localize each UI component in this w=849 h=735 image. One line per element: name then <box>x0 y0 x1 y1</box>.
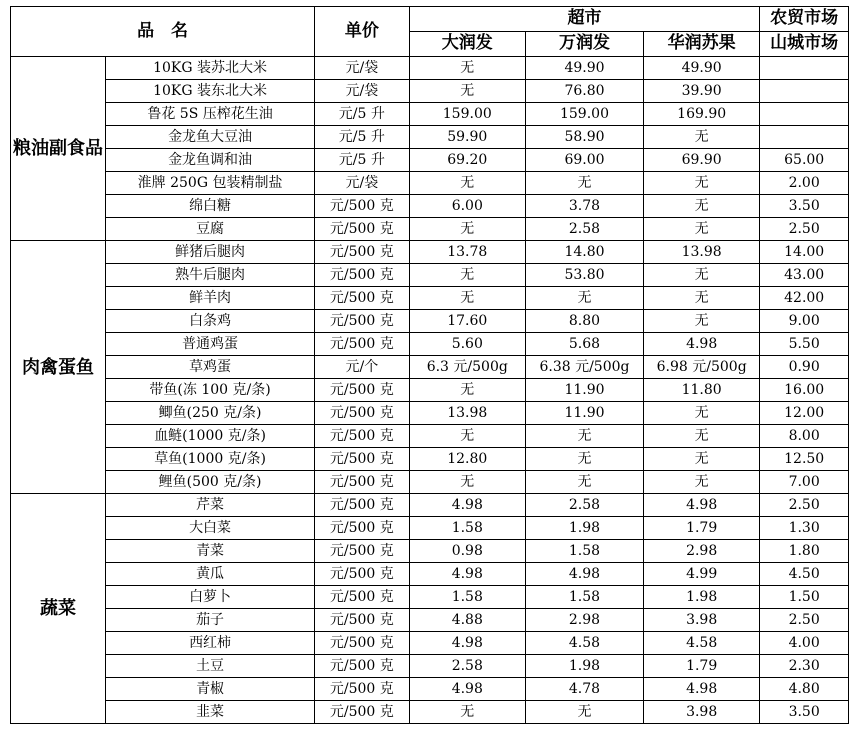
price-cell: 无 <box>409 287 525 310</box>
header-row-1 <box>11 7 849 32</box>
price-cell: 12.80 <box>409 448 525 471</box>
price-cell: 2.98 <box>525 609 643 632</box>
table-row <box>11 264 849 287</box>
price-cell: 12.50 <box>760 448 849 471</box>
product-name: 鲁花 5S 压榨花生油 <box>106 103 315 126</box>
price-cell: 69.20 <box>409 149 525 172</box>
price-cell: 4.50 <box>760 563 849 586</box>
price-cell: 2.30 <box>760 655 849 678</box>
price-cell: 无 <box>409 425 525 448</box>
price-cell: 1.58 <box>409 586 525 609</box>
price-cell: 无 <box>409 471 525 494</box>
price-cell: 4.88 <box>409 609 525 632</box>
unit-price-label: 元/500 克 <box>315 333 409 356</box>
header-store-label: 万润发 <box>558 33 610 53</box>
table-row <box>11 517 849 540</box>
price-cell: 159.00 <box>525 103 643 126</box>
price-cell: 12.00 <box>760 402 849 425</box>
price-cell: 无 <box>643 218 759 241</box>
price-cell: 69.90 <box>643 149 759 172</box>
price-cell: 4.98 <box>643 678 759 701</box>
price-cell: 6.98 元/500g <box>643 356 759 379</box>
table-row <box>11 563 849 586</box>
table-row <box>11 402 849 425</box>
price-cell: 4.98 <box>409 678 525 701</box>
price-cell: 6.00 <box>409 195 525 218</box>
price-cell: 2.98 <box>643 540 759 563</box>
price-cell: 11.80 <box>643 379 759 402</box>
unit-price-label: 元/袋 <box>315 172 409 195</box>
header-store-label: 大润发 <box>441 33 493 53</box>
unit-price-label: 元/500 克 <box>315 310 409 333</box>
header-markets-label: 农贸市场 <box>770 8 839 28</box>
price-cell: 2.58 <box>525 218 643 241</box>
unit-price-label: 元/500 克 <box>315 402 409 425</box>
product-name: 黄瓜 <box>106 563 315 586</box>
header-supermarket <box>409 7 760 32</box>
price-cell: 1.80 <box>760 540 849 563</box>
unit-price-label: 元/500 克 <box>315 563 409 586</box>
price-cell: 2.50 <box>760 609 849 632</box>
unit-price-label: 元/5 升 <box>315 149 409 172</box>
table-row <box>11 678 849 701</box>
price-cell: 无 <box>409 701 525 724</box>
unit-price-label: 元/500 克 <box>315 632 409 655</box>
table-row <box>11 218 849 241</box>
price-cell: 5.60 <box>409 333 525 356</box>
table-row <box>11 448 849 471</box>
unit-price-label: 元/500 克 <box>315 425 409 448</box>
price-cell: 无 <box>525 448 643 471</box>
price-cell: 4.99 <box>643 563 759 586</box>
table-row <box>11 425 849 448</box>
price-cell: 59.90 <box>409 126 525 149</box>
header-supermarket-label: 超市 <box>567 8 602 28</box>
price-cell: 11.90 <box>525 379 643 402</box>
table-row <box>11 57 849 80</box>
product-name: 白条鸡 <box>106 310 315 333</box>
price-cell: 无 <box>409 172 525 195</box>
price-cell: 13.98 <box>643 241 759 264</box>
product-name: 鲤鱼(500 克/条) <box>106 471 315 494</box>
price-cell: 16.00 <box>760 379 849 402</box>
price-cell: 无 <box>525 425 643 448</box>
price-cell: 14.00 <box>760 241 849 264</box>
price-sheet <box>10 6 849 724</box>
price-cell: 2.58 <box>525 494 643 517</box>
table-row <box>11 356 849 379</box>
price-cell: 39.90 <box>643 80 759 103</box>
price-cell <box>760 103 849 126</box>
product-name: 10KG 装苏北大米 <box>106 57 315 80</box>
price-cell: 6.38 元/500g <box>525 356 643 379</box>
price-cell: 4.00 <box>760 632 849 655</box>
price-cell: 0.98 <box>409 540 525 563</box>
price-cell: 49.90 <box>525 57 643 80</box>
category-label: 肉禽蛋鱼 <box>11 241 106 494</box>
product-name: 青菜 <box>106 540 315 563</box>
price-cell: 3.98 <box>643 609 759 632</box>
table-row <box>11 195 849 218</box>
product-name: 血鲢(1000 克/条) <box>106 425 315 448</box>
price-cell: 4.98 <box>409 494 525 517</box>
price-cell: 5.68 <box>525 333 643 356</box>
price-cell: 0.90 <box>760 356 849 379</box>
unit-price-label: 元/5 升 <box>315 126 409 149</box>
unit-price-label: 元/500 克 <box>315 195 409 218</box>
product-name: 普通鸡蛋 <box>106 333 315 356</box>
price-cell <box>760 126 849 149</box>
unit-price-label: 元/500 克 <box>315 241 409 264</box>
product-name: 金龙鱼大豆油 <box>106 126 315 149</box>
price-cell: 2.50 <box>760 494 849 517</box>
unit-price-label: 元/500 克 <box>315 678 409 701</box>
price-cell: 6.3 元/500g <box>409 356 525 379</box>
price-cell: 49.90 <box>643 57 759 80</box>
category-label: 粮油副食品 <box>11 57 106 241</box>
product-name: 芹菜 <box>106 494 315 517</box>
price-cell: 无 <box>643 402 759 425</box>
table-row <box>11 586 849 609</box>
product-name: 草鱼(1000 克/条) <box>106 448 315 471</box>
table-row <box>11 149 849 172</box>
price-cell: 4.78 <box>525 678 643 701</box>
price-cell: 无 <box>525 287 643 310</box>
header-markets <box>760 7 849 32</box>
price-table <box>10 6 849 724</box>
price-cell: 7.00 <box>760 471 849 494</box>
price-cell: 3.98 <box>643 701 759 724</box>
price-cell: 159.00 <box>409 103 525 126</box>
table-row <box>11 103 849 126</box>
price-cell: 无 <box>643 264 759 287</box>
table-row <box>11 609 849 632</box>
header-store-label: 华润苏果 <box>667 33 736 53</box>
unit-price-label: 元/个 <box>315 356 409 379</box>
unit-price-label: 元/袋 <box>315 57 409 80</box>
unit-price-label: 元/500 克 <box>315 218 409 241</box>
price-cell: 1.98 <box>643 586 759 609</box>
price-cell: 无 <box>409 379 525 402</box>
price-cell: 1.30 <box>760 517 849 540</box>
price-cell: 43.00 <box>760 264 849 287</box>
table-row <box>11 494 849 517</box>
price-cell: 4.98 <box>409 632 525 655</box>
table-row <box>11 126 849 149</box>
product-name: 草鸡蛋 <box>106 356 315 379</box>
price-cell: 13.78 <box>409 241 525 264</box>
product-name: 大白菜 <box>106 517 315 540</box>
price-cell: 69.00 <box>525 149 643 172</box>
price-cell: 无 <box>643 310 759 333</box>
price-cell: 无 <box>643 195 759 218</box>
table-row <box>11 632 849 655</box>
price-cell: 2.00 <box>760 172 849 195</box>
price-cell: 1.98 <box>525 517 643 540</box>
price-cell: 2.50 <box>760 218 849 241</box>
table-row <box>11 287 849 310</box>
unit-price-label: 元/500 克 <box>315 471 409 494</box>
price-cell: 9.00 <box>760 310 849 333</box>
price-cell: 4.58 <box>525 632 643 655</box>
product-name: 绵白糖 <box>106 195 315 218</box>
price-cell: 无 <box>643 126 759 149</box>
price-cell: 14.80 <box>525 241 643 264</box>
header-product-name-label: 品 名 <box>137 20 189 41</box>
price-cell: 8.00 <box>760 425 849 448</box>
price-cell: 11.90 <box>525 402 643 425</box>
header-store-2 <box>643 32 759 57</box>
product-name: 带鱼(冻 100 克/条) <box>106 379 315 402</box>
price-cell: 无 <box>643 471 759 494</box>
unit-price-label: 元/500 克 <box>315 609 409 632</box>
table-row <box>11 241 849 264</box>
price-cell: 8.80 <box>525 310 643 333</box>
product-name: 茄子 <box>106 609 315 632</box>
product-name: 鲜猪后腿肉 <box>106 241 315 264</box>
price-cell: 无 <box>525 172 643 195</box>
header-store-0 <box>409 32 525 57</box>
price-cell: 4.98 <box>525 563 643 586</box>
price-cell: 13.98 <box>409 402 525 425</box>
price-cell: 17.60 <box>409 310 525 333</box>
price-cell: 无 <box>525 471 643 494</box>
product-name: 熟牛后腿肉 <box>106 264 315 287</box>
price-cell: 65.00 <box>760 149 849 172</box>
table-row <box>11 540 849 563</box>
table-row <box>11 333 849 356</box>
price-cell: 5.50 <box>760 333 849 356</box>
unit-price-label: 元/500 克 <box>315 540 409 563</box>
table-row <box>11 80 849 103</box>
product-name: 淮牌 250G 包装精制盐 <box>106 172 315 195</box>
price-cell: 53.80 <box>525 264 643 287</box>
product-name: 土豆 <box>106 655 315 678</box>
product-name: 西红柿 <box>106 632 315 655</box>
price-cell: 1.58 <box>525 586 643 609</box>
table-row <box>11 310 849 333</box>
unit-price-label: 元/500 克 <box>315 586 409 609</box>
product-name: 白萝卜 <box>106 586 315 609</box>
price-cell: 3.50 <box>760 195 849 218</box>
price-cell: 58.90 <box>525 126 643 149</box>
header-store-label: 山城市场 <box>770 33 839 53</box>
price-cell: 1.58 <box>525 540 643 563</box>
price-cell: 4.58 <box>643 632 759 655</box>
header-unit <box>315 7 409 57</box>
product-name: 10KG 装东北大米 <box>106 80 315 103</box>
unit-price-label: 元/500 克 <box>315 264 409 287</box>
price-cell: 3.50 <box>760 701 849 724</box>
price-cell: 4.98 <box>409 563 525 586</box>
table-row <box>11 379 849 402</box>
price-cell: 无 <box>525 701 643 724</box>
price-cell: 4.80 <box>760 678 849 701</box>
price-cell: 1.98 <box>525 655 643 678</box>
price-cell: 3.78 <box>525 195 643 218</box>
product-name: 青椒 <box>106 678 315 701</box>
price-cell: 无 <box>643 172 759 195</box>
price-cell: 2.58 <box>409 655 525 678</box>
unit-price-label: 元/袋 <box>315 80 409 103</box>
price-cell <box>760 80 849 103</box>
table-row <box>11 172 849 195</box>
product-name: 金龙鱼调和油 <box>106 149 315 172</box>
price-cell: 1.79 <box>643 655 759 678</box>
product-name: 韭菜 <box>106 701 315 724</box>
price-cell: 无 <box>643 425 759 448</box>
header-unit-label: 单价 <box>344 20 379 41</box>
header-product-name <box>11 7 315 57</box>
table-row <box>11 471 849 494</box>
header-store-3 <box>760 32 849 57</box>
price-cell: 4.98 <box>643 494 759 517</box>
product-name: 豆腐 <box>106 218 315 241</box>
unit-price-label: 元/500 克 <box>315 701 409 724</box>
price-cell: 1.50 <box>760 586 849 609</box>
price-cell: 169.90 <box>643 103 759 126</box>
price-cell: 无 <box>409 218 525 241</box>
price-cell <box>760 57 849 80</box>
price-cell: 1.79 <box>643 517 759 540</box>
price-cell: 无 <box>409 57 525 80</box>
price-cell: 无 <box>643 448 759 471</box>
unit-price-label: 元/500 克 <box>315 655 409 678</box>
table-row <box>11 701 849 724</box>
unit-price-label: 元/500 克 <box>315 494 409 517</box>
unit-price-label: 元/500 克 <box>315 517 409 540</box>
price-cell: 无 <box>409 264 525 287</box>
table-row <box>11 655 849 678</box>
unit-price-label: 元/500 克 <box>315 448 409 471</box>
price-cell: 4.98 <box>643 333 759 356</box>
category-label: 蔬菜 <box>11 494 106 724</box>
price-cell: 无 <box>409 80 525 103</box>
price-cell: 无 <box>643 287 759 310</box>
price-cell: 1.58 <box>409 517 525 540</box>
unit-price-label: 元/500 克 <box>315 287 409 310</box>
unit-price-label: 元/5 升 <box>315 103 409 126</box>
header-store-1 <box>525 32 643 57</box>
product-name: 鲜羊肉 <box>106 287 315 310</box>
price-cell: 76.80 <box>525 80 643 103</box>
price-cell: 42.00 <box>760 287 849 310</box>
product-name: 鲫鱼(250 克/条) <box>106 402 315 425</box>
unit-price-label: 元/500 克 <box>315 379 409 402</box>
